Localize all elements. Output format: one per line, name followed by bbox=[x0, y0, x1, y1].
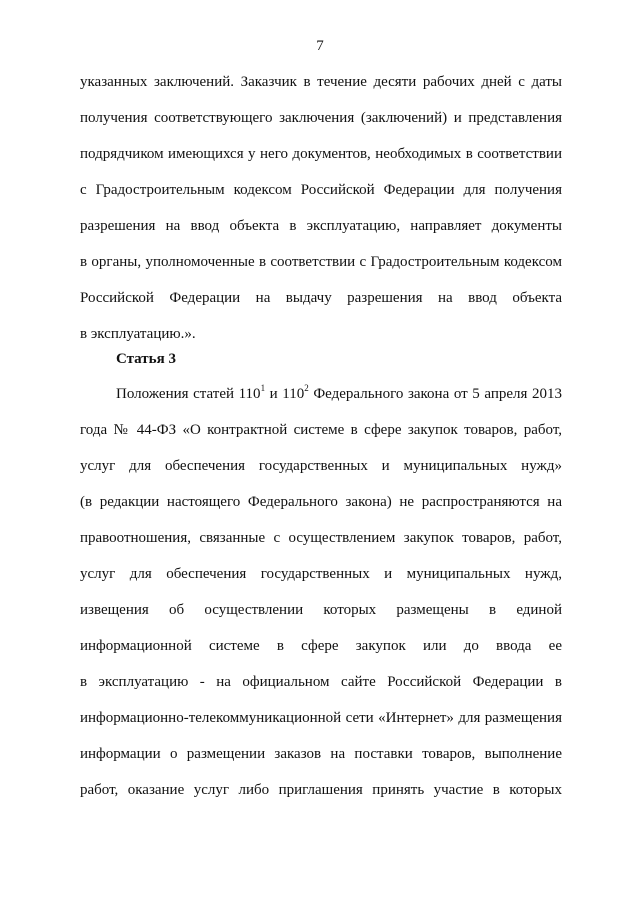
superscript: 2 bbox=[304, 383, 309, 393]
text-line: услуг для обеспечения государственных и муниципальных нужд, bbox=[80, 566, 562, 582]
text-line: (в редакции настоящего Федерального закона) не распространяются на bbox=[80, 494, 562, 510]
text-line: в эксплуатацию - на официальном сайте Российской Федерации в bbox=[80, 674, 562, 690]
paragraph-2 bbox=[80, 384, 562, 816]
text-line: извещения об осуществлении которых размещены в единой bbox=[80, 602, 562, 618]
text-line: информации о размещении заказов на поставки товаров, выполнение bbox=[80, 746, 562, 762]
text-fragment: Федерального закона от 5 апреля 2013 bbox=[308, 386, 562, 402]
text-line: Российской Федерации на выдачу разрешения на ввод объекта bbox=[80, 290, 562, 306]
page-number: 7 bbox=[316, 38, 324, 54]
text-line: указанных заключений. Заказчик в течение десяти рабочих дней с даты bbox=[80, 74, 562, 90]
text-line: в органы, уполномоченные в соответствии с Градостроительным кодексом bbox=[80, 254, 562, 270]
text-line: с Градостроительным кодексом Российской Федерации для получения bbox=[80, 182, 562, 198]
text-line: разрешения на ввод объекта в эксплуатацию, направляет документы bbox=[80, 218, 562, 234]
superscript: 1 bbox=[260, 383, 266, 393]
text-line: получения соответствующего заключения (заключений) и представления bbox=[80, 110, 562, 126]
article-heading: Статья 3 bbox=[116, 351, 176, 367]
text-line-first bbox=[80, 384, 562, 420]
text-line: в эксплуатацию.». bbox=[80, 326, 196, 342]
text-fragment: Положения статей 110 bbox=[116, 386, 261, 402]
text-line: подрядчиком имеющихся у него документов, необходимых в соответствии bbox=[80, 146, 562, 162]
text-line: работ, оказание услуг либо приглашения принять участие в которых bbox=[80, 782, 562, 798]
text-line: информационной системе в сфере закупок или до ввода ее bbox=[80, 638, 562, 654]
text-line: услуг для обеспечения государственных и муниципальных нужд» bbox=[80, 458, 562, 474]
text-line: информационно-телекоммуникационной сети «Интернет» для размещения bbox=[80, 710, 562, 726]
paragraph-1 bbox=[80, 72, 562, 360]
text-fragment: и 110 bbox=[265, 386, 305, 402]
text-line: правоотношения, связанные с осуществлением закупок товаров, работ, bbox=[80, 530, 562, 546]
text-line: года № 44-ФЗ «О контрактной системе в сфере закупок товаров, работ, bbox=[80, 422, 562, 438]
